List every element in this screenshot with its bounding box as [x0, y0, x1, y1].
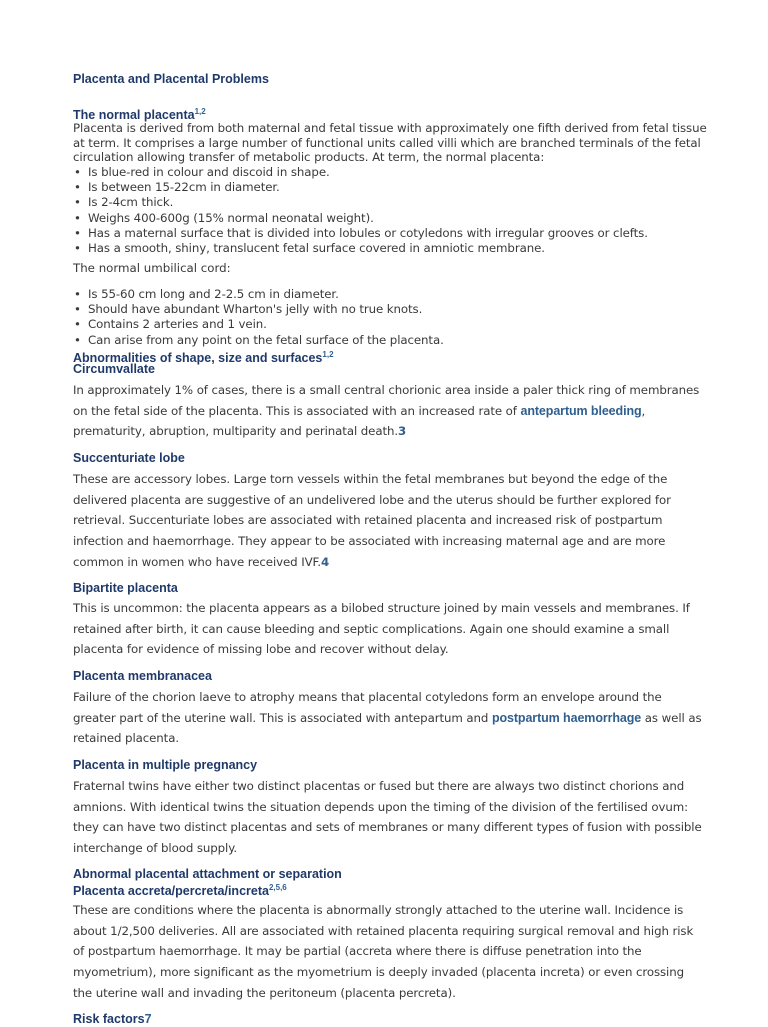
list-item: • Contains 2 arteries and 1 vein.: [73, 317, 444, 332]
heading-text: Placenta accreta/percreta/increta: [73, 884, 269, 899]
list-item: • Is 2-4cm thick.: [73, 195, 648, 210]
attachment-heading: Abnormal placental attachment or separation: [73, 867, 342, 881]
list-item: • Has a maternal surface that is divided into lobules or cotyledons with irregular grooves or clefts.: [73, 226, 648, 241]
membranacea-paragraph: [73, 687, 705, 749]
heading-text: Abnormalities of shape, size and surfaces: [73, 351, 323, 366]
paragraph-text: Failure of the chorion laeve to atrophy means that placental cotyledons form an envelope around the greater part of the uterine wall. This is associated with antepartum and: [73, 690, 662, 725]
document-title: Placenta and Placental Problems: [73, 72, 269, 86]
circumvallate-heading: Circumvallate: [73, 362, 155, 376]
list-item: • Is 55-60 cm long and 2-2.5 cm in diameter.: [73, 287, 444, 302]
placenta-bullet-list: [73, 165, 648, 256]
circumvallate-paragraph: [73, 380, 705, 442]
accreta-paragraph: These are conditions where the placenta is abnormally strongly attached to the uterine wall. Incidence is about 1/2,500 deliveries. All are associated with retained placenta requiring surgical removal and high risk of postpartum haemorrhage. It may be partial (accreta where there is diffuse penetration into the myometrium), more significant as the myometrium is deeply invaded (placenta increta) or even crossing the uterine wall and invading the peritoneum (placenta percreta).: [73, 903, 694, 1000]
citation-ref[interactable]: 1,2: [322, 350, 334, 359]
membranacea-heading: Placenta membranacea: [73, 669, 212, 683]
paragraph-text: In approximately 1% of cases, there is a small central chorionic area inside a paler thick ring of membranes on the fetal side of the placenta. This is associated with an increased rate of: [73, 383, 700, 418]
citation-ref[interactable]: 4: [321, 554, 330, 569]
bipartite-paragraph: This is uncommon: the placenta appears as a bilobed structure joined by main vessels and membranes. If retained after birth, it can cause bleeding and septic complications. Again one should examine a small placenta for evidence of missing lobe and recover without delay.: [73, 601, 690, 657]
normal-placenta-intro: Placenta is derived from both maternal and fetal tissue with approximately one fifth derived from fetal tissue at term. It comprises a large number of functional units called villi which are branched terminals of the fetal circulation allowing transfer of metabolic products. At term, the normal placenta:: [73, 121, 707, 165]
heading-text: The normal placenta: [73, 108, 195, 123]
list-item: • Weighs 400-600g (15% normal neonatal weight).: [73, 211, 648, 226]
citation-ref[interactable]: 3: [398, 424, 407, 439]
list-item: • Has a smooth, shiny, translucent fetal surface covered in amniotic membrane.: [73, 241, 648, 256]
citation-ref[interactable]: 7: [144, 1012, 152, 1026]
paragraph-text: , prematurity, abruption, multiparity and perinatal death.: [73, 403, 646, 439]
postpartum-haemorrhage-link[interactable]: postpartum haemorrhage: [491, 710, 642, 725]
multiple-pregnancy-paragraph: Fraternal twins have either two distinct placentas or fused but there are always two distinct chorions and amnions. With identical twins the situation depends upon the timing of the division of the fertilised ovum: they can have two distinct placentas and sets of membranes or many different types of fusion with possible interchange of blood supply.: [73, 779, 702, 856]
risk-factors-heading: [73, 1012, 152, 1027]
umbilical-cord-intro: The normal umbilical cord:: [73, 261, 231, 275]
antepartum-bleeding-link[interactable]: antepartum bleeding: [520, 403, 642, 418]
succenturiate-heading: Succenturiate lobe: [73, 451, 185, 465]
list-item: • Is blue-red in colour and discoid in shape.: [73, 165, 648, 180]
paragraph-text: as well as retained placenta.: [73, 710, 702, 746]
cord-bullet-list: [73, 287, 444, 348]
succenturiate-paragraph: [73, 469, 705, 573]
citation-ref[interactable]: 2,5,6: [268, 883, 287, 892]
paragraph-text: These are accessory lobes. Large torn vessels within the fetal membranes but beyond the edge of the delivered placenta are suggestive of an undelivered lobe and the uterus should be further explored for retrieval. Succenturiate lobes are associated with retained placenta and increased risk of postpartum infection and haemorrhage. They appear to be associated with increasing maternal age and are more common in women who have received IVF.: [73, 472, 671, 569]
list-item: • Can arise from any point on the fetal surface of the placenta.: [73, 333, 444, 348]
bipartite-heading: Bipartite placenta: [73, 581, 178, 595]
multiple-pregnancy-heading: Placenta in multiple pregnancy: [73, 758, 258, 772]
heading-text: Risk factors: [73, 1012, 145, 1026]
list-item: • Should have abundant Wharton's jelly with no true knots.: [73, 302, 444, 317]
accreta-heading: [73, 881, 287, 898]
citation-ref[interactable]: 1,2: [194, 107, 206, 116]
list-item: • Is between 15-22cm in diameter.: [73, 180, 648, 195]
